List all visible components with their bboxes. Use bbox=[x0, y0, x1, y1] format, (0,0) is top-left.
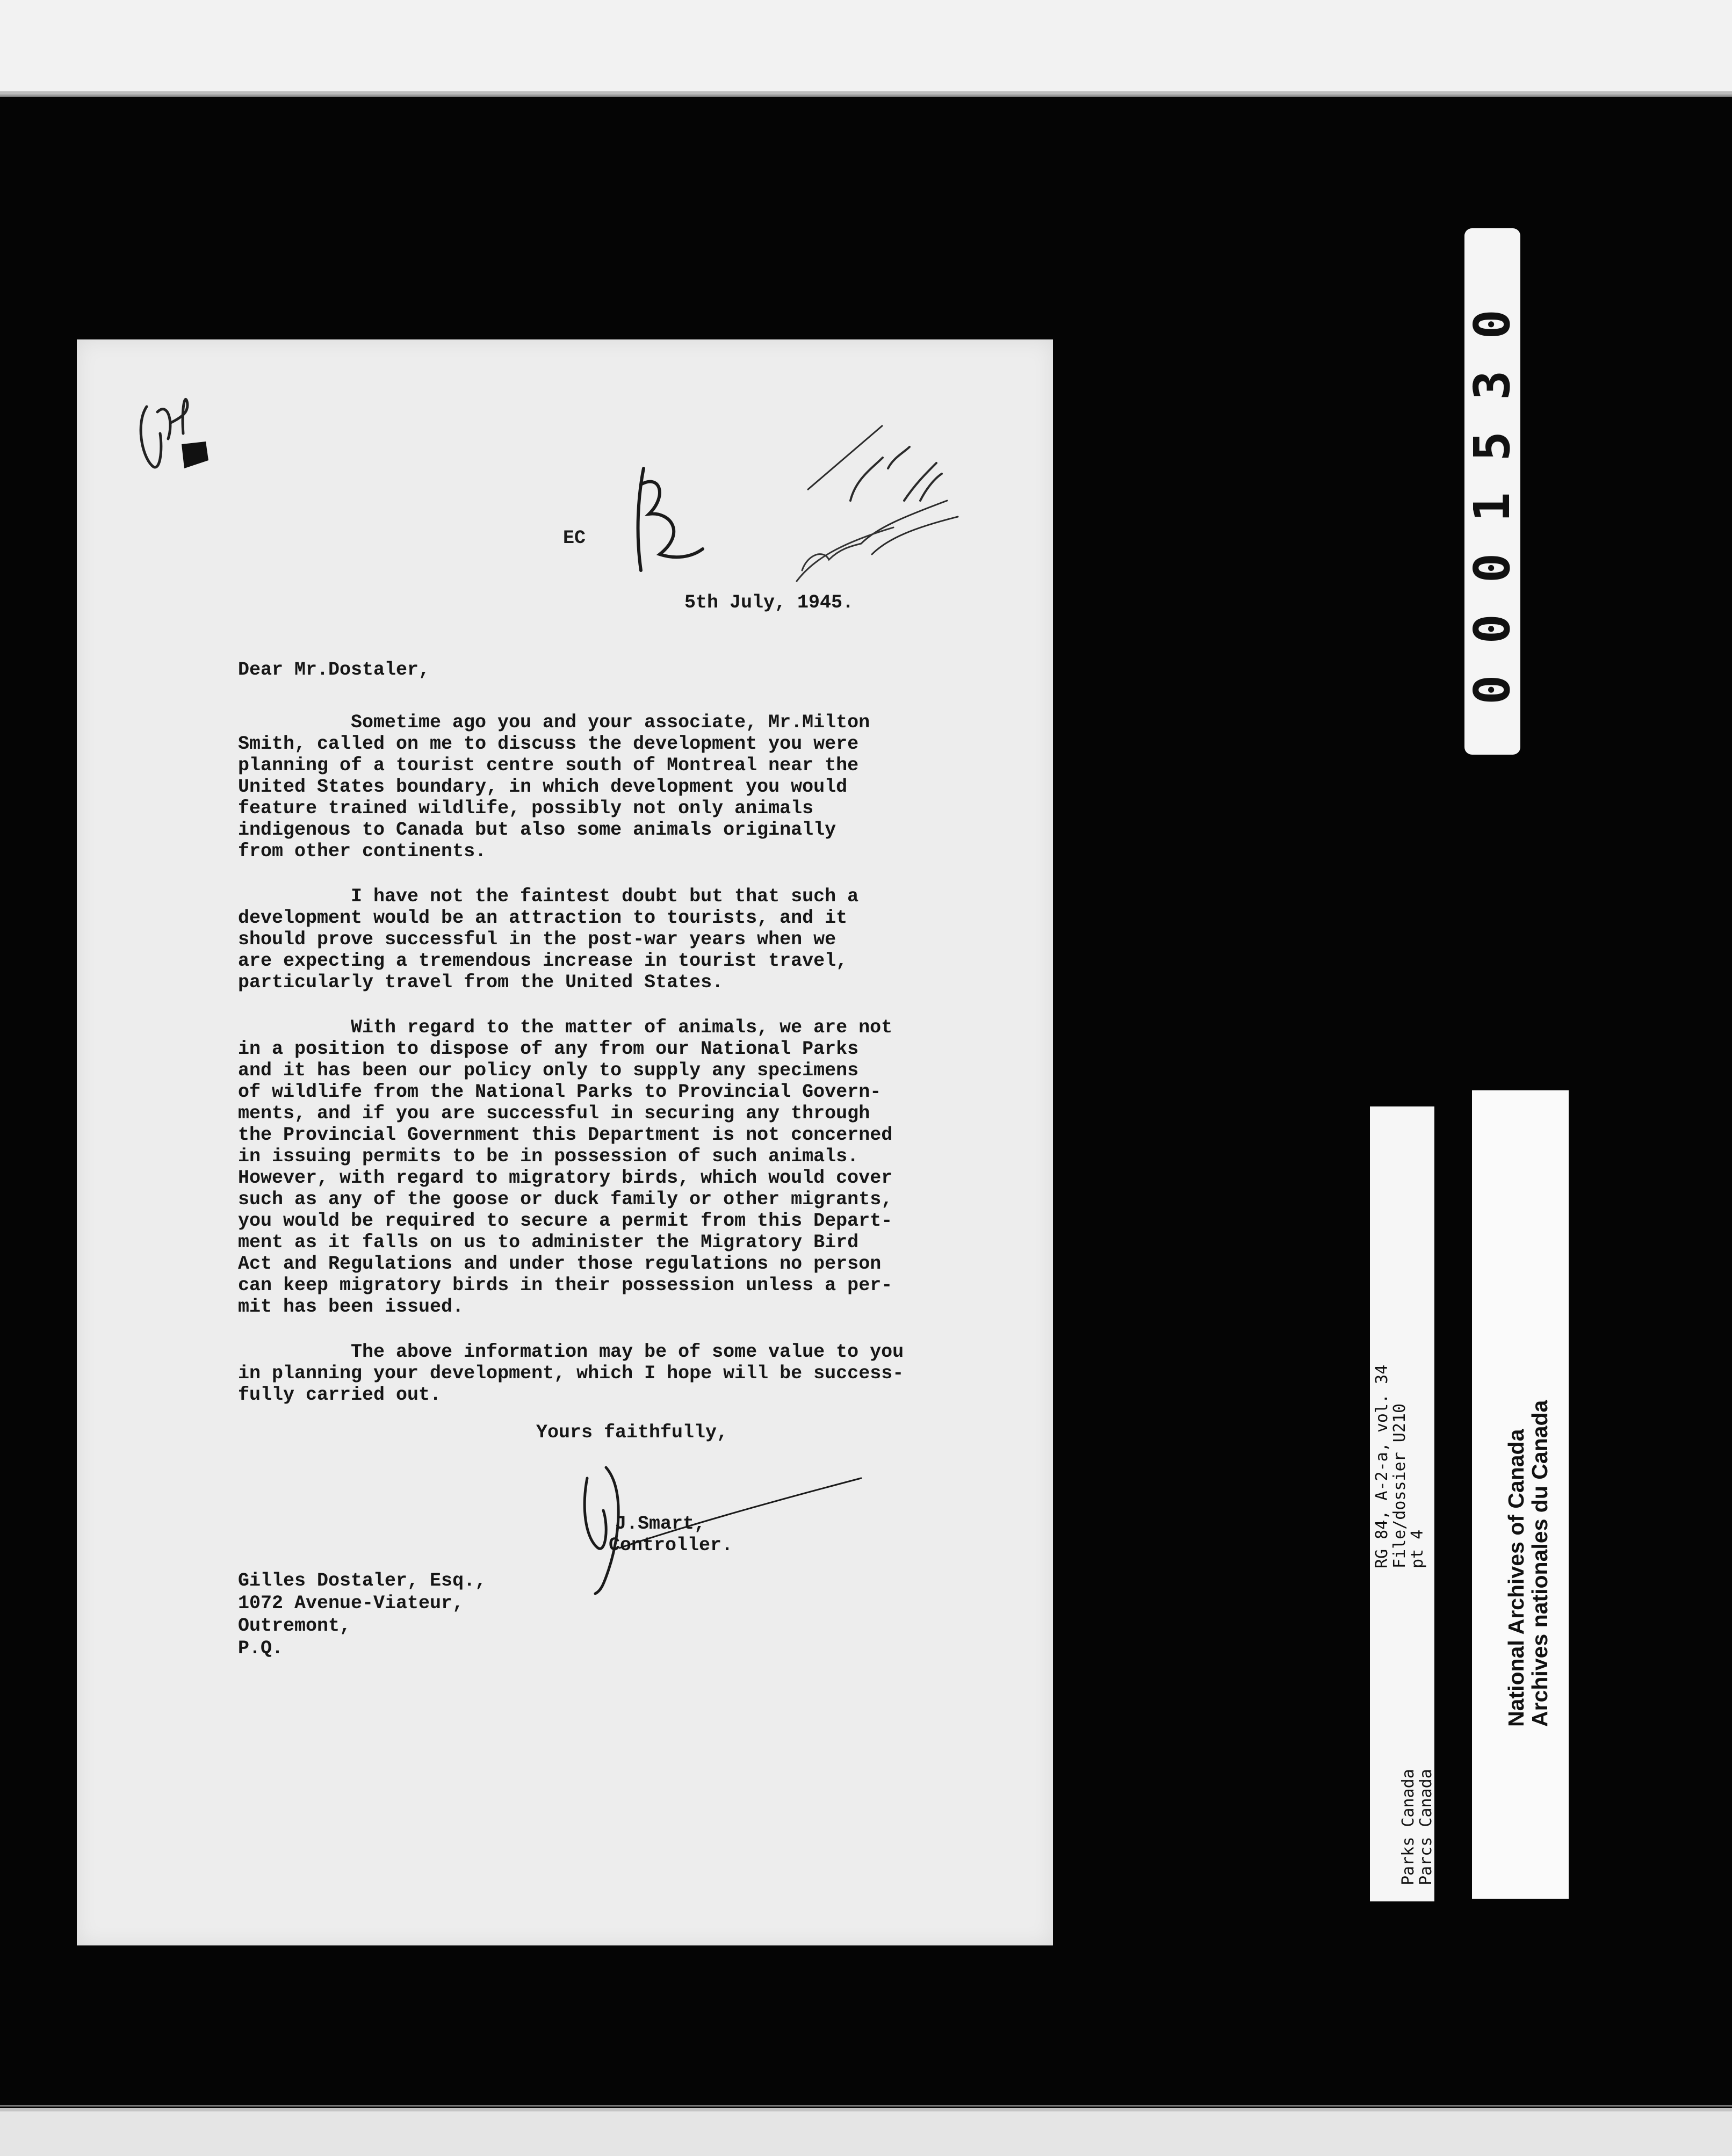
text-line: indigenous to Canada but also some animals originally bbox=[238, 819, 836, 841]
film-edge-line-top bbox=[0, 95, 1732, 97]
film-border-top bbox=[0, 0, 1732, 95]
frame-number: 0001530 bbox=[1463, 278, 1521, 705]
film-edge-line-bottom bbox=[0, 2105, 1732, 2107]
signatory-name: J.Smart, bbox=[615, 1513, 706, 1535]
text-line: in issuing permits to be in possession of such animals. bbox=[238, 1146, 859, 1167]
nac-line: Archives nationales du Canada bbox=[1527, 1400, 1552, 1727]
address-line: Outremont, bbox=[238, 1615, 351, 1637]
text-line: the Provincial Government this Department is not concerned bbox=[238, 1124, 893, 1146]
agency-line: Parks Canada bbox=[1399, 1769, 1418, 1885]
paragraph bbox=[238, 712, 1076, 862]
text-line: ment as it falls on us to administer the Migratory Bird bbox=[238, 1232, 859, 1253]
text-line: in planning your development, which I hope will be success- bbox=[238, 1363, 904, 1384]
archive-reference bbox=[1373, 1117, 1426, 1568]
letter-date: 5th July, 1945. bbox=[684, 592, 854, 613]
reference-line: RG 84, A-2-a, vol. 34 bbox=[1373, 1364, 1391, 1568]
handwritten-copies-note bbox=[791, 517, 899, 587]
text-line: The above information may be of some value to you bbox=[351, 1341, 904, 1363]
text-line: of wildlife from the National Parks to Provincial Govern- bbox=[238, 1081, 882, 1103]
paragraph bbox=[238, 1017, 1076, 1318]
text-line: in a position to dispose of any from our National Parks bbox=[238, 1038, 859, 1060]
national-archives-name bbox=[1504, 1319, 1551, 1727]
text-line: you would be required to secure a permit from this Depart- bbox=[238, 1210, 893, 1232]
text-line: Act and Regulations and under those regulations no person bbox=[238, 1253, 882, 1275]
paragraph bbox=[238, 886, 1076, 993]
address-line: 1072 Avenue-Viateur, bbox=[238, 1593, 464, 1614]
agency-line: Parcs Canada bbox=[1417, 1769, 1435, 1885]
recipient-address bbox=[238, 1569, 486, 1660]
text-line: fully carried out. bbox=[238, 1384, 442, 1406]
text-line: With regard to the matter of animals, we are not bbox=[351, 1017, 893, 1038]
reference-line: pt 4 bbox=[1408, 1529, 1427, 1568]
frame-number-strip bbox=[1464, 228, 1520, 755]
text-line: particularly travel from the United States. bbox=[238, 972, 724, 993]
agency-name bbox=[1399, 1670, 1435, 1885]
archive-reference-label bbox=[1370, 1106, 1434, 1901]
text-line: such as any of the goose or duck family or other migrants, bbox=[238, 1189, 893, 1210]
text-line: I have not the faintest doubt but that such a bbox=[351, 886, 859, 907]
letter-body bbox=[238, 712, 1076, 2108]
text-line: can keep migratory birds in their possession unless a per- bbox=[238, 1275, 893, 1296]
address-line: Gilles Dostaler, Esq., bbox=[238, 1570, 487, 1591]
salutation: Dear Mr.Dostaler, bbox=[238, 659, 430, 681]
paragraph bbox=[238, 1341, 1076, 1406]
letter-page bbox=[77, 339, 1053, 1945]
closing: Yours faithfully, bbox=[536, 1422, 728, 1443]
reference-code: EC bbox=[563, 527, 586, 549]
address-line: P.Q. bbox=[238, 1638, 284, 1659]
handwritten-mark bbox=[627, 463, 708, 576]
text-line: mit has been issued. bbox=[238, 1296, 464, 1318]
text-line: Sometime ago you and your associate, Mr.Milton bbox=[351, 712, 870, 733]
national-archives-label bbox=[1472, 1090, 1569, 1899]
text-line: United States boundary, in which development you would bbox=[238, 776, 848, 798]
reference-line: File/dossier U210 bbox=[1390, 1403, 1409, 1568]
film-border-bottom bbox=[0, 2108, 1732, 2156]
text-line: should prove successful in the post-war years when we bbox=[238, 929, 836, 950]
text-line: Smith, called on me to discuss the development you were bbox=[238, 733, 859, 755]
nac-line: National Archives of Canada bbox=[1504, 1429, 1528, 1727]
text-line: are expecting a tremendous increase in tourist travel, bbox=[238, 950, 848, 972]
text-line: and it has been our policy only to supply any specimens bbox=[238, 1060, 859, 1081]
text-line: planning of a tourist centre south of Montreal near the bbox=[238, 755, 859, 776]
signatory-title: Controller. bbox=[609, 1535, 733, 1556]
text-line: ments, and if you are successful in securing any through bbox=[238, 1103, 870, 1124]
text-line: development would be an attraction to tourists, and it bbox=[238, 907, 848, 929]
text-line: from other continents. bbox=[238, 841, 487, 862]
text-line: However, with regard to migratory birds, which would cover bbox=[238, 1167, 893, 1189]
handwritten-initials bbox=[131, 390, 222, 493]
text-line: feature trained wildlife, possibly not only animals bbox=[238, 798, 814, 819]
